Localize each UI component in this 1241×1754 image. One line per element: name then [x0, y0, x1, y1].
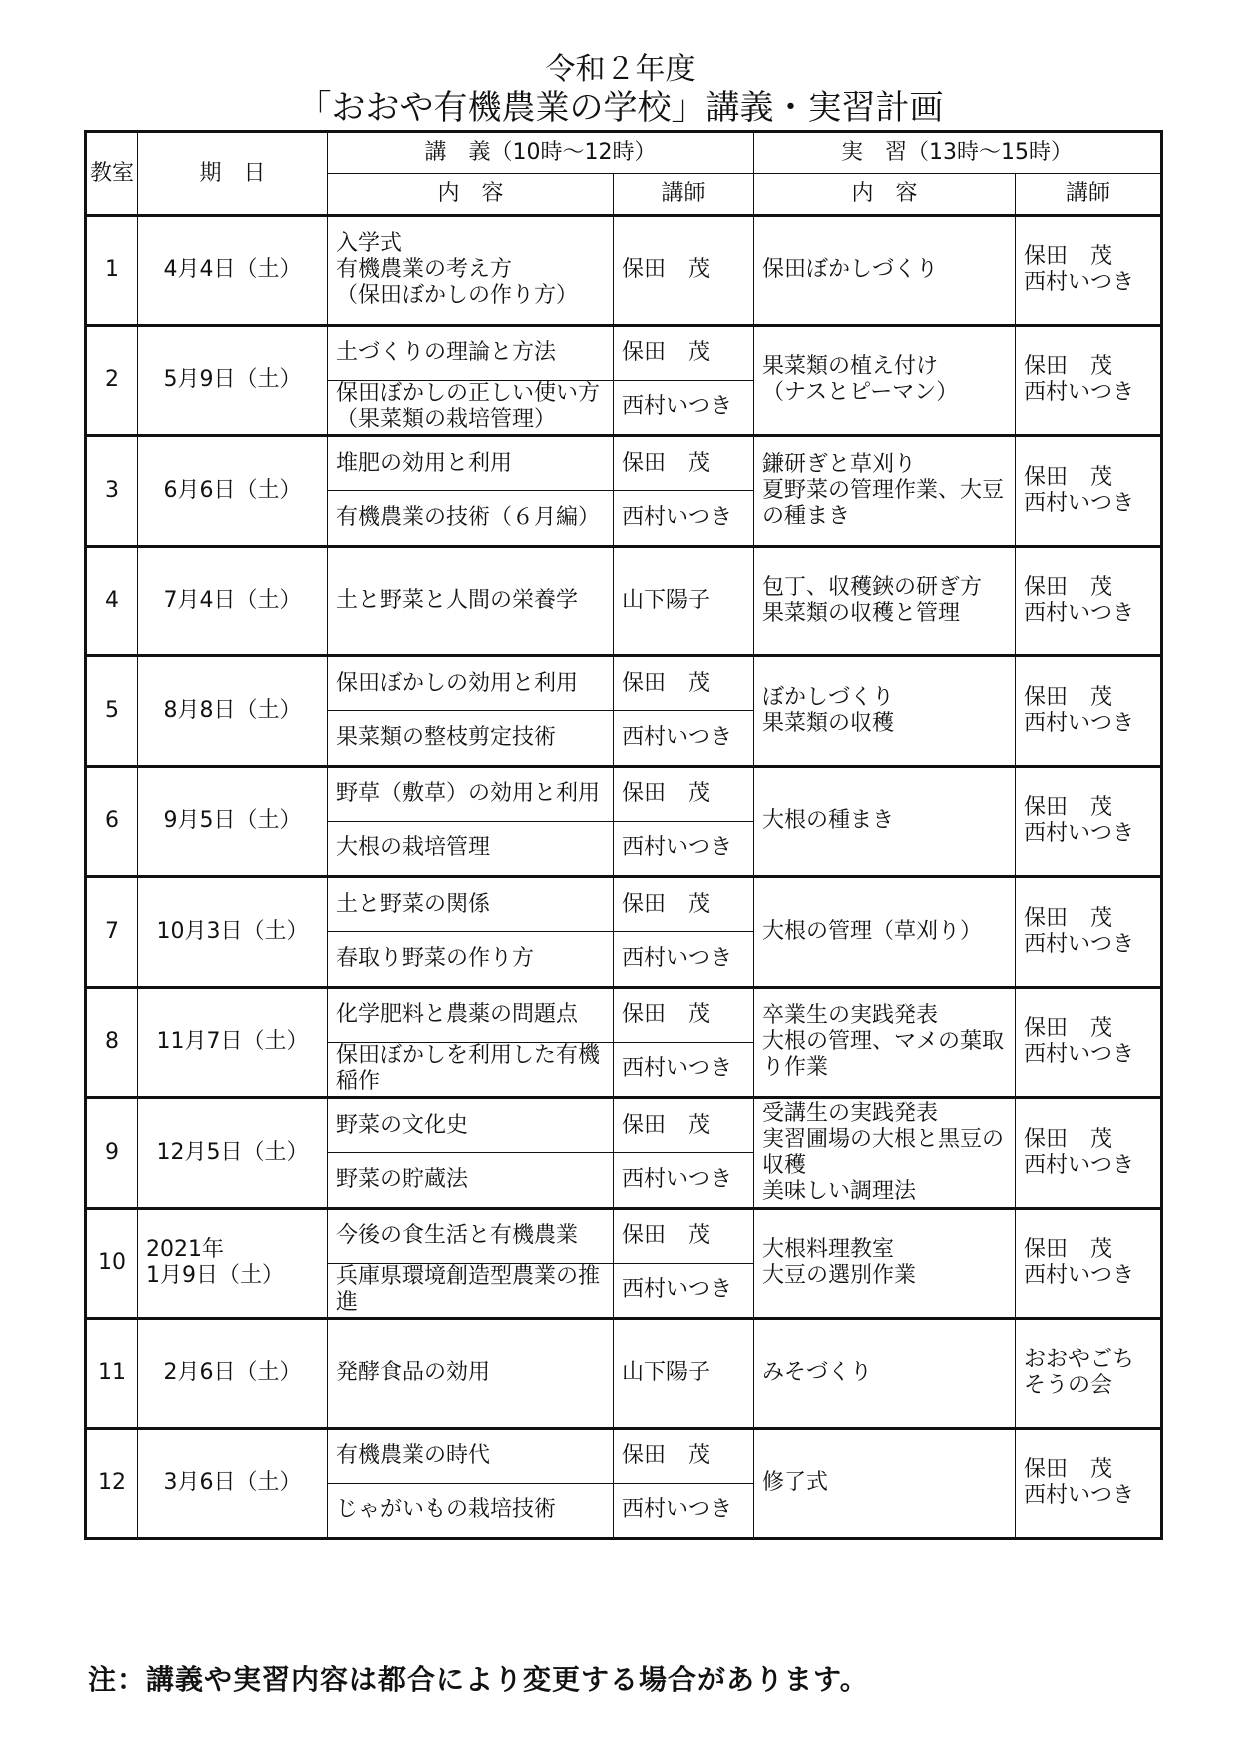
lecture-instructor: 山下陽子: [614, 546, 754, 656]
session-number: 4: [86, 546, 138, 656]
header-practice-instructor: 講師: [1016, 174, 1162, 216]
session-number: 1: [86, 216, 138, 326]
session-number: 7: [86, 877, 138, 988]
session-date: 10月3日（土）: [138, 877, 328, 988]
practice-instructor: 保田 茂 西村いつき: [1016, 216, 1162, 326]
session-number: 10: [86, 1208, 138, 1319]
lecture-content: 今後の食生活と有機農業: [328, 1208, 614, 1263]
practice-content: 果菜類の植え付け （ナスとピーマン）: [754, 325, 1016, 436]
practice-instructor: 保田 茂 西村いつき: [1016, 436, 1162, 547]
lecture-content: 保田ぼかしを利用した有機稲作: [328, 1042, 614, 1097]
session-date: 8月8日（土）: [138, 656, 328, 767]
lecture-instructor: 保田 茂: [614, 436, 754, 491]
lecture-instructor: 保田 茂: [614, 766, 754, 821]
practice-instructor: 保田 茂 西村いつき: [1016, 1208, 1162, 1319]
session-date: 5月9日（土）: [138, 325, 328, 436]
lecture-instructor: 保田 茂: [614, 987, 754, 1042]
lecture-content: 春取り野菜の作り方: [328, 932, 614, 987]
header-date: 期 日: [138, 132, 328, 216]
lecture-content: 発酵食品の効用: [328, 1319, 614, 1429]
practice-content: 包丁、収穫鋏の研ぎ方 果菜類の収穫と管理: [754, 546, 1016, 656]
title-year: 令和２年度: [545, 52, 696, 87]
lecture-content: 有機農業の技術（６月編）: [328, 491, 614, 546]
lecture-instructor: 保田 茂: [614, 1098, 754, 1153]
lecture-content: 土と野菜と人間の栄養学: [328, 546, 614, 656]
table-row: [86, 1098, 1162, 1153]
lecture-content: 化学肥料と農薬の問題点: [328, 987, 614, 1042]
lecture-instructor: 西村いつき: [614, 1263, 754, 1318]
session-number: 9: [86, 1098, 138, 1209]
lecture-instructor: 西村いつき: [614, 1483, 754, 1538]
lecture-content: 保田ぼかしの正しい使い方（果菜類の栽培管理）: [328, 380, 614, 435]
page-title: 「おおや有機農業の学校」講義・実習計画: [297, 88, 944, 128]
header-lecture-instructor: 講師: [614, 174, 754, 216]
lecture-instructor: 保田 茂: [614, 877, 754, 932]
practice-instructor: 保田 茂 西村いつき: [1016, 546, 1162, 656]
table-row: [86, 546, 1162, 656]
session-date: 2月6日（土）: [138, 1319, 328, 1429]
practice-instructor: 保田 茂 西村いつき: [1016, 1098, 1162, 1209]
lecture-instructor: 保田 茂: [614, 325, 754, 380]
lecture-content: じゃがいもの栽培技術: [328, 1483, 614, 1538]
session-number: 3: [86, 436, 138, 547]
practice-instructor: 保田 茂 西村いつき: [1016, 987, 1162, 1098]
lecture-instructor: 西村いつき: [614, 1042, 754, 1097]
session-number: 6: [86, 766, 138, 877]
practice-instructor: 保田 茂 西村いつき: [1016, 325, 1162, 436]
header-practice-content: 内 容: [754, 174, 1016, 216]
session-date: 6月6日（土）: [138, 436, 328, 547]
lecture-content: 野菜の文化史: [328, 1098, 614, 1153]
session-number: 5: [86, 656, 138, 767]
session-date: 11月7日（土）: [138, 987, 328, 1098]
header-lecture-content: 内 容: [328, 174, 614, 216]
session-number: 2: [86, 325, 138, 436]
practice-instructor: おおやごちそうの会: [1016, 1319, 1162, 1429]
practice-instructor: 保田 茂 西村いつき: [1016, 766, 1162, 877]
lecture-content: 兵庫県環境創造型農業の推進: [328, 1263, 614, 1318]
session-date: 9月5日（土）: [138, 766, 328, 877]
practice-content: 卒業生の実践発表 大根の管理、マメの葉取り作業: [754, 987, 1016, 1098]
table-row: [86, 766, 1162, 821]
practice-content: みそづくり: [754, 1319, 1016, 1429]
lecture-content: 有機農業の時代: [328, 1428, 614, 1483]
header-room: 教室: [86, 132, 138, 216]
session-date: 7月4日（土）: [138, 546, 328, 656]
footnote: 注：講義や実習内容は都合により変更する場合があります。: [88, 1663, 869, 1696]
lecture-content: 野草（敷草）の効用と利用: [328, 766, 614, 821]
lecture-content: 野菜の貯蔵法: [328, 1153, 614, 1208]
practice-content: 保田ぼかしづくり: [754, 216, 1016, 326]
lecture-content: 入学式 有機農業の考え方 （保田ぼかしの作り方）: [328, 216, 614, 326]
table-row: [86, 436, 1162, 491]
lecture-instructor: 保田 茂: [614, 1208, 754, 1263]
lecture-instructor: 山下陽子: [614, 1319, 754, 1429]
practice-content: 修了式: [754, 1428, 1016, 1539]
lecture-instructor: 西村いつき: [614, 380, 754, 435]
practice-instructor: 保田 茂 西村いつき: [1016, 1428, 1162, 1539]
session-date: 12月5日（土）: [138, 1098, 328, 1209]
table-row: [86, 987, 1162, 1042]
lecture-instructor: 保田 茂: [614, 1428, 754, 1483]
lecture-instructor: 西村いつき: [614, 932, 754, 987]
table-row: [86, 877, 1162, 932]
practice-content: 大根料理教室 大豆の選別作業: [754, 1208, 1016, 1319]
lecture-content: 土づくりの理論と方法: [328, 325, 614, 380]
table-row: [86, 325, 1162, 380]
lecture-instructor: 保田 茂: [614, 216, 754, 326]
lecture-content: 土と野菜の関係: [328, 877, 614, 932]
table-row: [86, 656, 1162, 711]
practice-content: 鎌研ぎと草刈り 夏野菜の管理作業、大豆の種まき: [754, 436, 1016, 547]
session-date: 3月6日（土）: [138, 1428, 328, 1539]
schedule-table: [84, 130, 1163, 1540]
lecture-instructor: 西村いつき: [614, 711, 754, 766]
table-row: [86, 1428, 1162, 1483]
lecture-instructor: 西村いつき: [614, 1153, 754, 1208]
lecture-content: 堆肥の効用と利用: [328, 436, 614, 491]
practice-content: ぼかしづくり 果菜類の収穫: [754, 656, 1016, 767]
table-row: [86, 1319, 1162, 1429]
lecture-content: 大根の栽培管理: [328, 821, 614, 876]
lecture-content: 果菜類の整枝剪定技術: [328, 711, 614, 766]
session-number: 8: [86, 987, 138, 1098]
practice-instructor: 保田 茂 西村いつき: [1016, 877, 1162, 988]
session-number: 11: [86, 1319, 138, 1429]
lecture-instructor: 西村いつき: [614, 821, 754, 876]
table-row: [86, 1208, 1162, 1263]
practice-content: 大根の管理（草刈り）: [754, 877, 1016, 988]
session-date: 2021年 1月9日（土）: [138, 1208, 328, 1319]
lecture-content: 保田ぼかしの効用と利用: [328, 656, 614, 711]
practice-content: 大根の種まき: [754, 766, 1016, 877]
header-practice: 実 習（13時～15時）: [754, 132, 1162, 174]
session-number: 12: [86, 1428, 138, 1539]
table-row: [86, 216, 1162, 326]
practice-content: 受講生の実践発表 実習圃場の大根と黒豆の収穫 美味しい調理法: [754, 1098, 1016, 1209]
practice-instructor: 保田 茂 西村いつき: [1016, 656, 1162, 767]
session-date: 4月4日（土）: [138, 216, 328, 326]
header-lecture: 講 義（10時～12時）: [328, 132, 754, 174]
lecture-instructor: 保田 茂: [614, 656, 754, 711]
lecture-instructor: 西村いつき: [614, 491, 754, 546]
